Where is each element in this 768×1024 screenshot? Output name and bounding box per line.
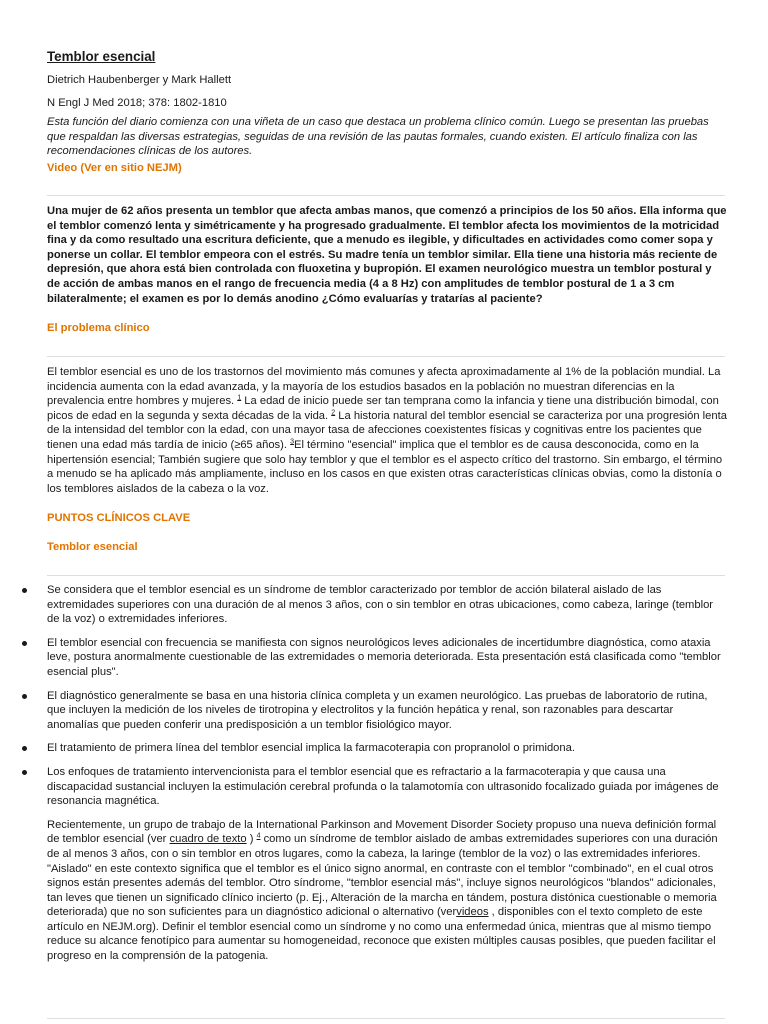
reference-link-2[interactable]: 2	[331, 409, 336, 417]
list-item	[0, 636, 727, 680]
key-points-subtitle: Temblor esencial	[47, 541, 138, 553]
definition-text-a: Recientemente, un grupo de trabajo de la International Parkinson and Movement Disorder Society propuso una nueva definición formal de temblor esencial (ver	[47, 818, 717, 846]
case-vignette: Una mujer de 62 años presenta un temblor que afecta ambas manos, que comenzó a principios de los 50 años. Ella informa que el temblor comenzó lenta y simétricamente y ha progresado gradualmente. El temblor afecta los movimientos de la motricidad fina y da como resultado una escritura deficiente, que a menudo es ilegible, y dificultades en actividades como comer sopa y ponerse un collar. El temblor empeora con el estrés. Su madre tenía un temblor similar. Ella tiene una historia más reciente de depresión, que ahora está bien controlada con fluoxetina y bupropión. El examen neurológico muestra un temblor postural y de acción de ambas manos en el rango de frecuencia media (4 a 8 Hz) con amplitudes de temblor postural de 1 a 3 cm bilateralmente; el examen es por lo demás anodino ¿Cómo evaluarías y tratarías al paciente?	[47, 205, 727, 305]
bullet-text: El temblor esencial con frecuencia se manifiesta con signos neurológicos leves adicionales de incertidumbre diagnóstica, como ataxia leve, postura anormalmente cuestionable de las extremidades o memoria deteriorada. Esta presentación está clasificada como "temblor esencial plus".	[47, 636, 721, 678]
bullet-icon	[22, 694, 27, 699]
key-points-heading: PUNTOS CLÍNICOS CLAVE	[47, 512, 191, 524]
bullet-icon	[22, 641, 27, 646]
definition-text-b: )	[246, 833, 257, 846]
article-intro: Esta función del diario comienza con una viñeta de un caso que destaca un problema clínico común. Luego se presentan las pruebas que respaldan las diversas estrategias, seguidas de una revisión de las pautas formales, cuando existen. El artículo finaliza con las recomendaciones clínicas de los autores.	[47, 116, 709, 158]
problem-paragraph	[47, 365, 727, 496]
bullet-icon	[22, 770, 27, 775]
video-link[interactable]: Video (Ver en sitio NEJM)	[47, 162, 182, 174]
list-item	[0, 765, 727, 809]
article-authors: Dietrich Haubenberger y Mark Hallett	[47, 74, 232, 86]
bullet-text: Se considera que el temblor esencial es un síndrome de temblor caracterizado por temblor de acción bilateral aislado de las extremidades superiores con una duración de al menos 3 años, con o sin temblor en otras ubicaciones, como cabeza, laringe (temblor de la voz) o extremidades inferiores.	[47, 584, 714, 626]
article-title: Temblor esencial	[47, 49, 156, 64]
bullet-text: El tratamiento de primera línea del temblor esencial implica la farmacoterapia con propranolol o primidona.	[47, 742, 575, 755]
definition-text-d: , disponibles con el texto completo de este artículo en NEJM.org). Definir el temblor esencial como un síndrome y no como una enfermedad única, mientras que al mismo tiempo reduce su alcance fenotípico para aumentar su homogeneidad, reconoce que existen múltiples causas posibles, que pueden facilitar el progreso en la comprensión de la patogenia.	[47, 906, 716, 963]
bullet-text: El diagnóstico generalmente se basa en una historia clínica completa y un examen neurológico. Las pruebas de laboratorio de rutina, que incluyen la medición de los niveles de tirotropina y electrolitos y la función hepática y renal, son razonables para descartar anomalías que pueden conferir una predisposición a un temblor fisiológico mayor.	[47, 689, 708, 731]
list-item	[0, 583, 727, 627]
reference-link-4[interactable]: 4	[256, 832, 261, 840]
key-points-list	[0, 583, 768, 964]
problem-text-1: El temblor esencial es uno de los trastornos del movimiento más comunes y afecta aproximadamente al 1% de la población mundial. La incidencia aumenta con la edad avanzada, y la mayoría de los estudios basados en la población no muestran diferencias en la prevalencia entre hombres y mujeres.	[47, 366, 721, 408]
article-citation: N Engl J Med 2018; 378: 1802-1810	[47, 97, 227, 109]
problem-text-4: El término "esencial" implica que el temblor es de causa desconocida, como en la hipertensión esencial; También sugiere que solo hay temblor y que el temblor es el aspecto crítico del trastorno. Sin embargo, el término a menudo se ha aplicado más ampliamente, incluso en los casos en que existen otras características clínicas obvias, como la distonía o los temblores aislados de la cabeza o la voz.	[47, 438, 723, 495]
problem-text-2: La edad de inicio puede ser tan temprana como la infancia y tiene una distribución bimodal, con picos de edad en la segunda y sexta décadas de la vida.	[47, 395, 719, 422]
section-heading-problem: El problema clínico	[47, 322, 150, 334]
problem-text-3: La historia natural del temblor esencial se caracteriza por una progresión lenta de la intensidad del temblor con la edad, con una mayor tasa de afecciones coexistentes físicas y cognitivas entre los pacientes que tienen una edad más tardía de inicio (≥65 años).	[47, 409, 727, 451]
list-item	[0, 741, 727, 756]
definition-paragraph	[0, 818, 727, 964]
divider	[47, 575, 725, 576]
videos-link[interactable]: videos	[456, 906, 489, 919]
list-item	[0, 689, 727, 733]
divider	[47, 1018, 725, 1019]
bullet-icon	[22, 588, 27, 593]
definition-text-c: como un síndrome de temblor aislado de ambas extremidades superiores con una duración de al menos 3 años, con o sin temblor en otros lugares, como la cabeza, la laringe (temblor de la voz) o las extremidades inferiores. "Aislado" en este contexto significa que el temblor es el único signo anormal, en contraste con el temblor "combinado", en el cual otros signos están presentes además del temblor. Otro síndrome, "temblor esencial más", incluye signos neurológicos "blandos" adicionales, tan leves que tienen un significado clínico incierto (p. Ej., Alteración de la marcha en tándem, postura distónica cuestionable o memoria deteriorada) que no son suficientes para un diagnóstico adicional o alternativo (ver	[47, 833, 718, 919]
reference-link-3[interactable]: 3	[290, 438, 294, 446]
bullet-icon	[22, 746, 27, 751]
text-box-link[interactable]: cuadro de texto	[169, 833, 247, 846]
divider	[47, 356, 725, 357]
bullet-text: Los enfoques de tratamiento intervencionista para el temblor esencial que es refractario a la farmacoterapia y que causa una discapacidad sustancial incluyen la estimulación cerebral profunda o la talamotomía con ultrasonido focalizado guiada por imágenes de resonancia magnética.	[47, 765, 719, 808]
divider	[47, 195, 725, 196]
reference-link-1[interactable]: 1	[237, 394, 242, 402]
